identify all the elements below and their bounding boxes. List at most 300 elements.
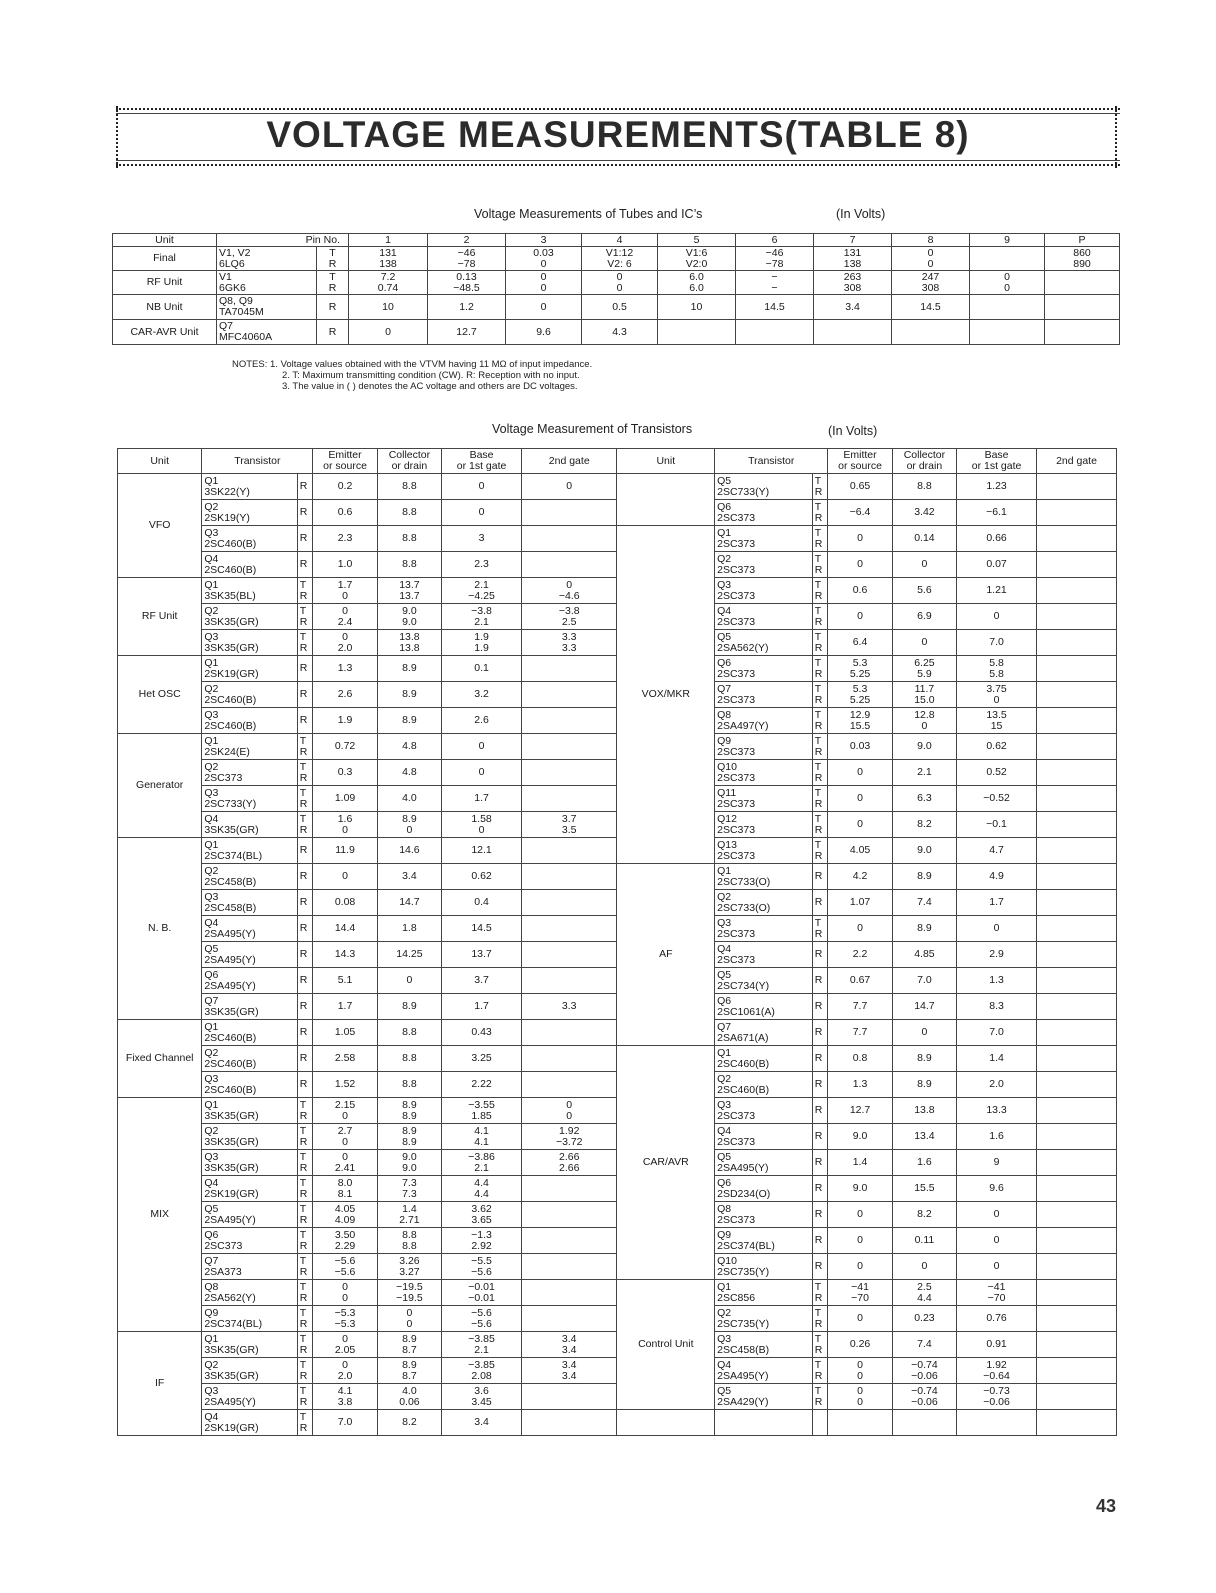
- transistor-type: 2SC733(O): [717, 875, 771, 888]
- transistor-id-cell: [715, 1150, 813, 1176]
- cell-line: 2.29: [334, 1239, 356, 1252]
- cell-line: 8.9: [402, 1358, 417, 1371]
- transistor-gate2-cell: [1037, 1384, 1117, 1410]
- transistor-collector-cell: 1.8: [377, 916, 441, 942]
- transistors-header-cell: 2nd gate: [522, 449, 617, 474]
- transistor-id-cell: [715, 786, 813, 812]
- transistor-mode-cell: [297, 1280, 313, 1306]
- transistor-id-cell: [715, 1046, 813, 1072]
- tubes-value-cell: [892, 247, 970, 271]
- transistor-id-cell: [202, 682, 297, 708]
- transistors-unit-cell: VFO: [118, 474, 202, 578]
- transistor-type: 2SK19(GR): [204, 1421, 259, 1434]
- tubes-header-cell: 6: [736, 234, 814, 247]
- cell-line: 3.75: [986, 682, 1007, 695]
- tubes-value-line: V1:6: [685, 246, 708, 259]
- transistor-base-cell: [957, 1410, 1037, 1436]
- tubes-value-line: 1.2: [459, 300, 474, 313]
- tubes-part-cell: [217, 295, 317, 320]
- transistor-q: Q3: [204, 786, 219, 799]
- transistor-gate2-cell: [1037, 474, 1117, 500]
- tubes-header-cell: 7: [814, 234, 892, 247]
- cell-line: 0: [857, 1384, 863, 1397]
- transistor-mode-cell: [297, 1228, 313, 1254]
- transistor-gate2-cell: [522, 1072, 617, 1098]
- tubes-header-cell: 4: [582, 234, 658, 247]
- transistor-mode-cell: R: [297, 1046, 313, 1072]
- cell-line: R: [299, 1109, 308, 1122]
- cell-line: 5.25: [849, 693, 871, 706]
- transistor-collector-cell: [892, 1410, 956, 1436]
- cell-line: −70: [987, 1291, 1006, 1304]
- transistor-emitter-cell: [828, 1384, 892, 1410]
- tubes-value-line: 308: [921, 281, 940, 294]
- cell-line: T: [299, 1358, 307, 1371]
- transistor-base-cell: 3: [442, 526, 522, 552]
- tubes-header-cell: Unit: [113, 234, 217, 247]
- tubes-value-cell: [349, 295, 428, 320]
- transistor-mode-cell: [812, 474, 828, 500]
- transistor-mode-cell: R: [812, 1124, 828, 1150]
- transistor-collector-cell: 14.6: [377, 838, 441, 864]
- transistor-mode-cell: [812, 682, 828, 708]
- transistor-q: Q1: [204, 734, 219, 747]
- transistor-id-cell: [202, 1358, 297, 1384]
- tubes-value-line: −46: [457, 246, 476, 259]
- transistor-type: 2SC735(Y): [717, 1265, 770, 1278]
- transistor-collector-cell: 7.4: [892, 1332, 956, 1358]
- transistor-mode-cell: R: [812, 1176, 828, 1202]
- tubes-value-cell: [658, 320, 736, 345]
- transistor-id-cell: [202, 630, 297, 656]
- cell-line: 3.3: [561, 641, 577, 654]
- transistor-q: Q4: [204, 916, 219, 929]
- transistor-type: 2SC373: [717, 771, 756, 784]
- cell-line: 0: [342, 1109, 348, 1122]
- cell-line: 3.4: [561, 1343, 577, 1356]
- cell-line: 0: [406, 1306, 413, 1319]
- transistor-emitter-cell: [828, 708, 892, 734]
- cell-line: 13.7: [399, 589, 420, 602]
- transistor-id-cell: [202, 786, 297, 812]
- cell-line: 0: [342, 823, 348, 836]
- tubes-notes: [232, 359, 592, 392]
- transistor-emitter-cell: 2.58: [313, 1046, 377, 1072]
- cell-line: 0: [342, 1291, 348, 1304]
- tubes-value-cell: [736, 295, 814, 320]
- tubes-part-line: V1: [219, 270, 232, 283]
- cell-line: R: [299, 1161, 308, 1174]
- transistors-header-cell: [828, 449, 892, 474]
- tubes-value-line: 0: [927, 257, 934, 270]
- transistor-collector-cell: 0: [892, 1254, 956, 1280]
- transistor-gate2-cell: [1037, 968, 1117, 994]
- banner-rule-top: [116, 108, 1120, 110]
- transistor-base-cell: 12.1: [442, 838, 522, 864]
- transistor-base-cell: 2.6: [442, 708, 522, 734]
- transistor-q: Q4: [717, 1358, 732, 1371]
- cell-line: T: [299, 604, 307, 617]
- cell-line: 2.0: [337, 641, 353, 654]
- transistor-collector-cell: [377, 1254, 441, 1280]
- transistor-q: Q6: [717, 994, 732, 1007]
- cell-line: T: [814, 760, 822, 773]
- transistor-collector-cell: 0.11: [892, 1228, 956, 1254]
- transistor-gate2-cell: [1037, 578, 1117, 604]
- tubes-value-cell: [736, 271, 814, 295]
- transistor-type: 2SA497(Y): [717, 719, 769, 732]
- tubes-value-cell: [582, 247, 658, 271]
- tubes-value-line: 0.74: [377, 281, 399, 294]
- transistor-id-cell: [202, 942, 297, 968]
- transistor-base-cell: [442, 1124, 522, 1150]
- transistor-gate2-cell: [1037, 630, 1117, 656]
- transistor-gate2-cell: [1037, 1124, 1117, 1150]
- transistor-type: 2SC373: [204, 1239, 243, 1252]
- tubes-value-line: 6.0: [689, 281, 704, 294]
- cell-line: 0: [857, 1369, 863, 1382]
- transistor-type: 3SK35(GR): [204, 1161, 259, 1174]
- transistor-type: 2SC373: [717, 589, 756, 602]
- cell-line: −0.73: [983, 1384, 1010, 1397]
- cell-line: R: [299, 1421, 308, 1434]
- cell-line: R: [299, 1343, 308, 1356]
- cell-line: 8.9: [402, 1109, 417, 1122]
- transistor-id-cell: [715, 1176, 813, 1202]
- transistor-emitter-cell: 9.0: [828, 1176, 892, 1202]
- transistors-unit-cell: AF: [617, 864, 715, 1046]
- transistor-gate2-cell: [522, 682, 617, 708]
- header-line: Base: [984, 449, 1009, 461]
- transistor-q: Q3: [717, 1098, 732, 1111]
- transistor-id-cell: [202, 760, 297, 786]
- transistor-id-cell: [715, 942, 813, 968]
- cell-line: 0: [342, 589, 348, 602]
- transistor-type: 2SC734(Y): [717, 979, 770, 992]
- transistor-type: 2SA429(Y): [717, 1395, 769, 1408]
- transistor-base-cell: [442, 1228, 522, 1254]
- transistor-q: Q9: [204, 1306, 219, 1319]
- transistor-id-cell: [202, 578, 297, 604]
- transistor-q: Q3: [204, 526, 219, 539]
- cell-line: 1.6: [337, 812, 353, 825]
- cell-line: R: [814, 849, 823, 862]
- transistor-collector-cell: 8.9: [892, 916, 956, 942]
- transistor-id-cell: [715, 994, 813, 1020]
- transistor-id-cell: [202, 890, 297, 916]
- tubes-mode-line: T: [329, 270, 336, 283]
- transistor-emitter-cell: [313, 1150, 377, 1176]
- transistor-mode-cell: R: [812, 1046, 828, 1072]
- transistor-mode-cell: [297, 786, 313, 812]
- transistor-base-cell: 14.5: [442, 916, 522, 942]
- transistors-header-cell: [313, 449, 377, 474]
- cell-line: T: [814, 838, 822, 851]
- transistor-gate2-cell: [522, 552, 617, 578]
- cell-line: 8.7: [402, 1343, 417, 1356]
- transistor-base-cell: −6.1: [957, 500, 1037, 526]
- cell-line: 0: [342, 1280, 348, 1293]
- transistor-mode-cell: R: [297, 916, 313, 942]
- transistor-gate2-cell: [1037, 682, 1117, 708]
- cell-line: R: [814, 1395, 823, 1408]
- transistor-emitter-cell: [313, 630, 377, 656]
- transistor-collector-cell: 2.1: [892, 760, 956, 786]
- transistor-gate2-cell: [1037, 1072, 1117, 1098]
- transistor-collector-cell: [377, 1202, 441, 1228]
- transistor-type: 3SK35(GR): [204, 1109, 259, 1122]
- tubes-value-cell: [892, 320, 970, 345]
- transistor-emitter-cell: [828, 1410, 892, 1436]
- transistor-q: Q3: [204, 708, 219, 721]
- transistor-collector-cell: 8.9: [892, 1046, 956, 1072]
- tubes-value-cell: [428, 247, 506, 271]
- tubes-value-cell: [970, 247, 1045, 271]
- cell-line: T: [299, 1332, 307, 1345]
- cell-line: T: [299, 760, 307, 773]
- transistors-units: (In Volts): [828, 424, 878, 438]
- cell-line: 5.3: [852, 656, 868, 669]
- transistor-gate2-cell: [1037, 1202, 1117, 1228]
- transistor-collector-cell: 8.8: [377, 552, 441, 578]
- transistor-gate2-cell: 0: [522, 474, 617, 500]
- note-3: 3. The value in ( ) denotes the AC voltage and others are DC voltages.: [282, 381, 578, 392]
- tubes-value-cell: [428, 295, 506, 320]
- cell-line: R: [299, 1369, 308, 1382]
- header-line: or drain: [391, 460, 428, 472]
- transistor-emitter-cell: 1.09: [313, 786, 377, 812]
- transistor-type: 2SC373: [204, 771, 243, 784]
- transistor-base-cell: [957, 1280, 1037, 1306]
- transistor-gate2-cell: [522, 656, 617, 682]
- cell-line: 0.06: [399, 1395, 420, 1408]
- transistor-base-cell: [957, 1358, 1037, 1384]
- transistor-emitter-cell: 5.1: [313, 968, 377, 994]
- transistor-mode-cell: [812, 1358, 828, 1384]
- transistor-id-cell: [715, 1358, 813, 1384]
- transistor-type: 3SK35(GR): [204, 823, 259, 836]
- transistor-base-cell: [957, 656, 1037, 682]
- transistors-table: [117, 448, 1117, 1436]
- cell-line: R: [814, 927, 823, 940]
- cell-line: 3.4: [561, 1358, 577, 1371]
- transistor-emitter-cell: 0.3: [313, 760, 377, 786]
- transistor-emitter-cell: 0: [828, 786, 892, 812]
- transistor-mode-cell: [297, 1358, 313, 1384]
- transistor-type: 2SK19(GR): [204, 667, 259, 680]
- transistor-base-cell: 1.3: [957, 968, 1037, 994]
- transistor-q: Q6: [717, 656, 732, 669]
- cell-line: 12.8: [914, 708, 935, 721]
- transistor-mode-cell: R: [297, 708, 313, 734]
- cell-line: 12.9: [849, 708, 871, 721]
- transistor-emitter-cell: [313, 1358, 377, 1384]
- cell-line: −3.8: [471, 604, 492, 617]
- transistor-type: 2SK24(E): [204, 745, 250, 758]
- cell-line: 2.4: [337, 615, 353, 628]
- transistor-q: Q13: [717, 838, 737, 851]
- tubes-header-cell: 8: [892, 234, 970, 247]
- cell-line: −41: [851, 1280, 869, 1293]
- cell-line: 13.8: [399, 630, 420, 643]
- transistor-type: 2SK19(Y): [204, 511, 250, 524]
- transistor-gate2-cell: [522, 812, 617, 838]
- cell-line: 8.9: [402, 812, 417, 825]
- transistor-id-cell: [715, 838, 813, 864]
- transistor-emitter-cell: 11.9: [313, 838, 377, 864]
- tubes-value-cell: [1045, 271, 1120, 295]
- transistor-q: Q2: [204, 604, 219, 617]
- cell-line: T: [814, 604, 822, 617]
- transistor-base-cell: 0.62: [442, 864, 522, 890]
- transistor-gate2-cell: [522, 1020, 617, 1046]
- transistor-type: 2SC460(B): [204, 537, 257, 550]
- transistor-collector-cell: 8.8: [377, 1072, 441, 1098]
- cell-line: R: [814, 563, 823, 576]
- tubes-header-cell: 5: [658, 234, 736, 247]
- cell-line: R: [299, 1187, 308, 1200]
- cell-line: 2.1: [474, 1161, 489, 1174]
- transistor-gate2-cell: [522, 968, 617, 994]
- transistor-base-cell: [442, 1176, 522, 1202]
- transistor-type: 2SA495(Y): [204, 953, 256, 966]
- transistor-q: Q7: [204, 994, 219, 1007]
- cell-line: 0: [406, 1317, 413, 1330]
- title-banner: [116, 104, 1120, 170]
- transistor-type: 2SC373: [717, 745, 756, 758]
- transistor-q: Q8: [717, 708, 732, 721]
- transistor-mode-cell: [812, 1280, 828, 1306]
- tubes-value-cell: [814, 295, 892, 320]
- transistor-id-cell: [715, 864, 813, 890]
- transistor-gate2-cell: [1037, 526, 1117, 552]
- cell-line: 2.5: [917, 1280, 932, 1293]
- transistor-emitter-cell: 0: [828, 604, 892, 630]
- transistor-base-cell: 0.1: [442, 656, 522, 682]
- transistor-collector-cell: 8.2: [892, 812, 956, 838]
- cell-line: 0: [566, 1109, 573, 1122]
- cell-line: R: [299, 615, 308, 628]
- transistor-collector-cell: 8.2: [377, 1410, 441, 1436]
- cell-line: 13.7: [399, 578, 420, 591]
- transistor-base-cell: 0.62: [957, 734, 1037, 760]
- cell-line: R: [299, 1291, 308, 1304]
- tubes-value-line: 131: [843, 246, 862, 259]
- cell-line: 1.85: [471, 1109, 492, 1122]
- cell-line: 2.05: [334, 1343, 356, 1356]
- transistor-q: Q1: [204, 1020, 219, 1033]
- transistor-id-cell: [202, 500, 297, 526]
- tubes-mode-cell: [317, 320, 349, 345]
- transistor-base-cell: [442, 1098, 522, 1124]
- header-line: or source: [838, 460, 882, 472]
- tubes-value-line: 860: [1073, 246, 1091, 259]
- transistor-mode-cell: [297, 630, 313, 656]
- transistor-emitter-cell: [313, 1124, 377, 1150]
- transistor-collector-cell: [377, 1176, 441, 1202]
- transistor-emitter-cell: 0.67: [828, 968, 892, 994]
- transistor-base-cell: [442, 1384, 522, 1410]
- transistor-collector-cell: 8.8: [377, 500, 441, 526]
- cell-line: 15.0: [914, 693, 935, 706]
- cell-line: 8.0: [337, 1176, 353, 1189]
- header-line: Collector: [388, 449, 431, 461]
- transistor-emitter-cell: 0.8: [828, 1046, 892, 1072]
- tubes-value-cell: [506, 320, 582, 345]
- transistor-id-cell: [202, 1150, 297, 1176]
- transistor-id-cell: [715, 500, 813, 526]
- cell-line: 0: [566, 578, 573, 591]
- transistor-q: Q5: [204, 1202, 219, 1215]
- transistor-gate2-cell: [522, 1176, 617, 1202]
- transistor-emitter-cell: 2.2: [828, 942, 892, 968]
- transistor-base-cell: 0: [957, 1202, 1037, 1228]
- transistors-unit-cell: Het OSC: [118, 656, 202, 734]
- transistor-type: 2SC373: [717, 849, 756, 862]
- cell-line: 13.5: [986, 708, 1007, 721]
- transistor-id-cell: [715, 1306, 813, 1332]
- cell-line: T: [299, 1306, 307, 1319]
- note-2: 2. T: Maximum transmitting condition (CW). R: Reception with no input.: [282, 370, 580, 381]
- transistor-gate2-cell: [1037, 552, 1117, 578]
- transistor-gate2-cell: [522, 604, 617, 630]
- tubes-value-line: 131: [379, 246, 397, 259]
- transistor-type: 3SK35(GR): [204, 1135, 259, 1148]
- transistor-emitter-cell: 0: [828, 1202, 892, 1228]
- cell-line: 0: [857, 1358, 863, 1371]
- transistor-emitter-cell: [313, 1306, 377, 1332]
- cell-line: R: [299, 771, 308, 784]
- tubes-value-cell: [349, 247, 428, 271]
- tubes-header-row: [113, 234, 1120, 247]
- cell-line: T: [814, 474, 822, 487]
- transistors-unit-cell: CAR/AVR: [617, 1046, 715, 1280]
- transistor-emitter-cell: 0.6: [828, 578, 892, 604]
- transistor-type: 2SA562(Y): [717, 641, 769, 654]
- cell-line: −5.6: [471, 1306, 492, 1319]
- cell-line: R: [299, 641, 308, 654]
- transistor-emitter-cell: [828, 1280, 892, 1306]
- transistors-header-cell: Unit: [617, 449, 715, 474]
- transistor-gate2-cell: [1037, 1410, 1117, 1436]
- transistor-gate2-cell: [522, 786, 617, 812]
- cell-line: 2.5: [561, 615, 577, 628]
- transistor-id-cell: [715, 526, 813, 552]
- transistor-type: 2SC1061(A): [717, 1005, 775, 1018]
- transistor-id-cell: [202, 1384, 297, 1410]
- transistor-emitter-cell: 0: [828, 1306, 892, 1332]
- cell-line: 0: [342, 604, 348, 617]
- cell-line: 2.15: [334, 1098, 356, 1111]
- transistor-id-cell: [202, 968, 297, 994]
- transistor-mode-cell: [297, 734, 313, 760]
- cell-line: 2.0: [337, 1369, 353, 1382]
- cell-line: T: [814, 1332, 822, 1345]
- transistor-base-cell: [442, 1150, 522, 1176]
- transistor-type: 2SC373: [717, 693, 756, 706]
- transistor-mode-cell: [812, 604, 828, 630]
- transistor-gate2-cell: [1037, 994, 1117, 1020]
- transistor-emitter-cell: 1.7: [313, 994, 377, 1020]
- cell-line: 8.1: [337, 1187, 353, 1200]
- cell-line: R: [814, 719, 823, 732]
- transistor-id-cell: [715, 1410, 813, 1436]
- cell-line: 3.6: [474, 1384, 489, 1397]
- transistor-emitter-cell: 7.7: [828, 994, 892, 1020]
- transistor-gate2-cell: [1037, 942, 1117, 968]
- cell-line: 2.1: [474, 578, 489, 591]
- transistors-unit-cell: RF Unit: [118, 578, 202, 656]
